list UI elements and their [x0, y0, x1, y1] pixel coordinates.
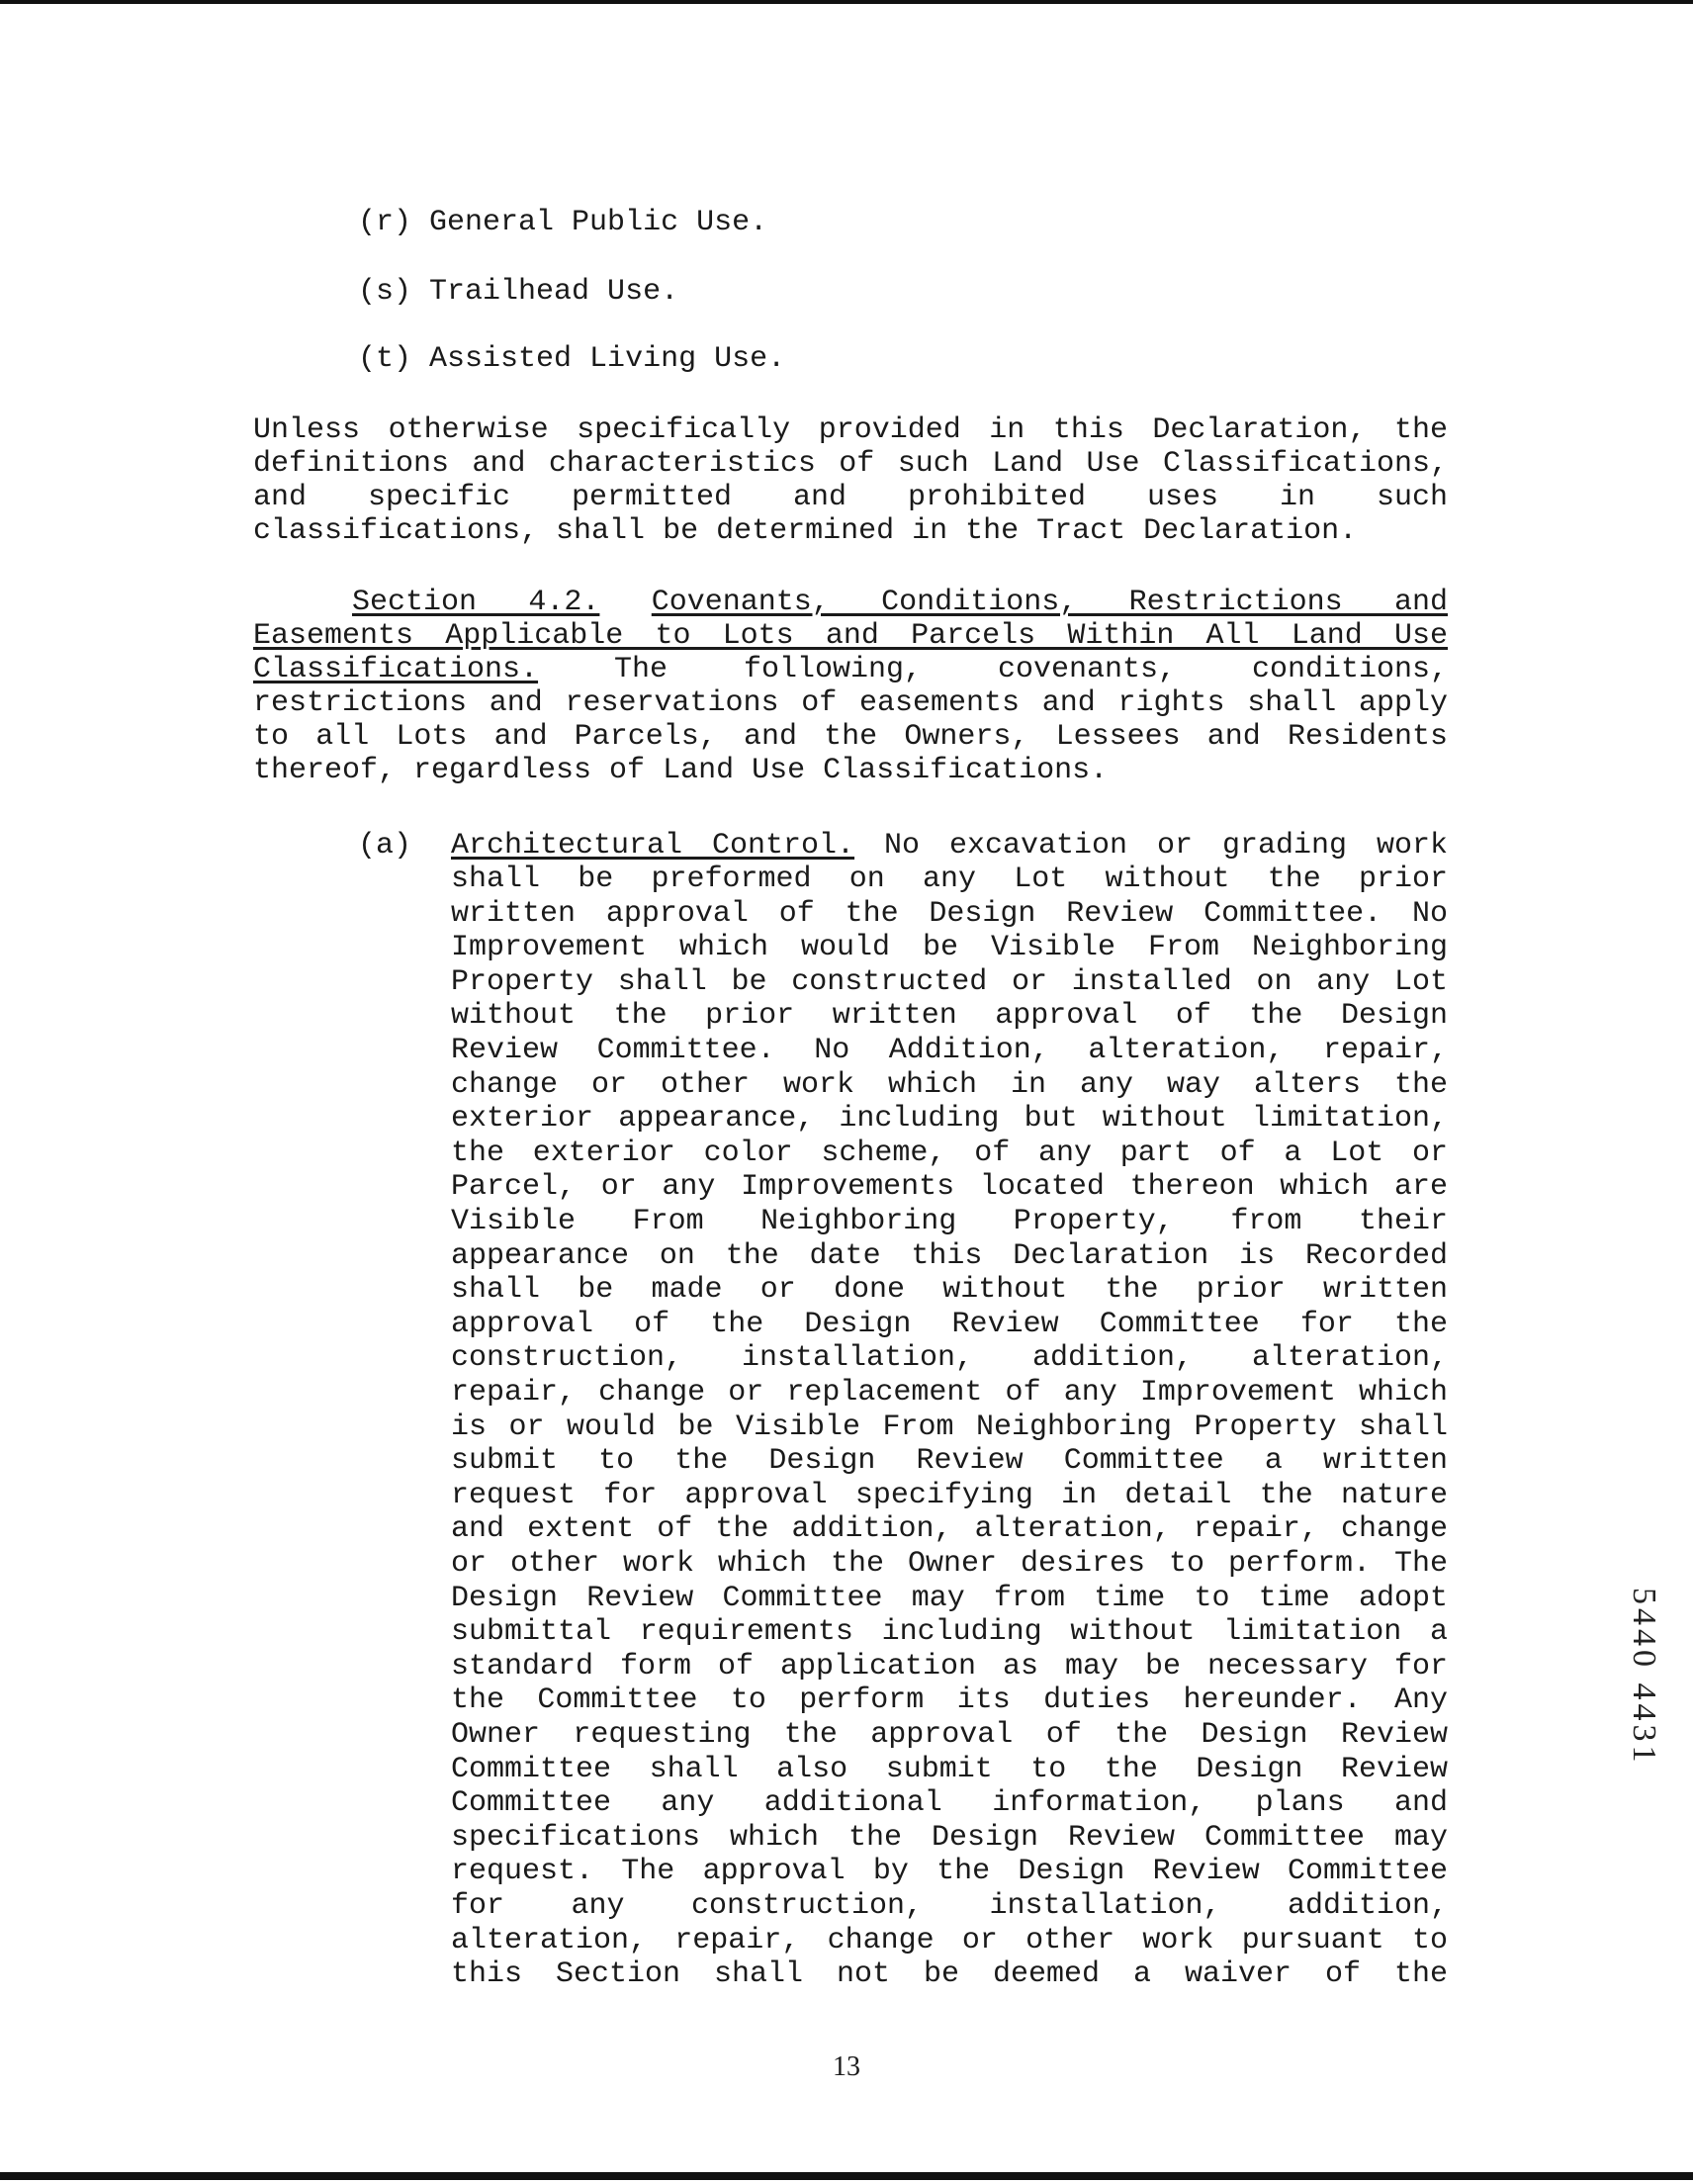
- item-a-line: Parcel, or any Improvements located thereon which are: [451, 1170, 1448, 1205]
- bottom-scan-border: [0, 2172, 1693, 2180]
- item-a-line: Committee shall also submit to the Design Review: [451, 1752, 1448, 1786]
- section-body-line: thereof, regardless of Land Use Classifications.: [253, 754, 1109, 787]
- item-a-line: this Section shall not be deemed a waiver of the: [451, 1957, 1448, 1992]
- item-a-line: specifications which the Design Review Committee may: [451, 1820, 1448, 1855]
- paragraph-line: classifications, shall be determined in the Tract Declaration.: [253, 514, 1358, 548]
- paragraph-line: definitions and characteristics of such Land Use Classifications,: [253, 447, 1448, 481]
- item-a-line: construction, installation, addition, alteration,: [451, 1341, 1448, 1376]
- section-heading-line1: Section 4.2. Covenants, Conditions, Restrictions and: [352, 586, 1448, 619]
- list-item-s: (s) Trailhead Use.: [358, 275, 679, 309]
- item-a-line: Design Review Committee may from time to time adopt: [451, 1581, 1448, 1615]
- item-a-line: submit to the Design Review Committee a written: [451, 1444, 1448, 1479]
- item-a-line: request for approval specifying in detail the nature: [451, 1478, 1448, 1512]
- item-a-line: for any construction, installation, addition,: [451, 1889, 1448, 1923]
- section-body-line: to all Lots and Parcels, and the Owners, Lessees and Residents: [253, 720, 1448, 754]
- item-a-line: and extent of the addition, alteration, repair, change: [451, 1512, 1448, 1547]
- item-a-line: the Committee to perform its duties hereunder. Any: [451, 1684, 1448, 1718]
- item-a-line: request. The approval by the Design Review Committee: [451, 1855, 1448, 1889]
- item-a-line: Property shall be constructed or installed on any Lot: [451, 964, 1448, 999]
- item-a-label: (a): [358, 829, 412, 863]
- item-a-line: written approval of the Design Review Committee. No: [451, 896, 1448, 931]
- item-a-line: standard form of application as may be necessary for: [451, 1649, 1448, 1684]
- item-a-line: appearance on the date this Declaration is Recorded: [451, 1238, 1448, 1273]
- item-a-line: shall be made or done without the prior written: [451, 1273, 1448, 1308]
- item-a-line: approval of the Design Review Committee for the: [451, 1307, 1448, 1341]
- item-a-line: the exterior color scheme, of any part of a Lot or: [451, 1136, 1448, 1170]
- item-a-line: Committee any additional information, plans and: [451, 1786, 1448, 1821]
- item-a-line: submittal requirements including without limitation a: [451, 1615, 1448, 1650]
- margin-stamp: 5440 4431: [1626, 1588, 1662, 1767]
- item-a-line: alteration, repair, change or other work pursuant to: [451, 1923, 1448, 1957]
- item-a-line: exterior appearance, including but without limitation,: [451, 1102, 1448, 1137]
- item-a-line: is or would be Visible From Neighboring Property shall: [451, 1410, 1448, 1444]
- item-a-first-line: Architectural Control. No excavation or grading work: [451, 829, 1448, 863]
- list-item-r: (r) General Public Use.: [358, 206, 768, 239]
- item-a-line: shall be preformed on any Lot without the prior: [451, 863, 1448, 896]
- section-heading-line2: Easements Applicable to Lots and Parcels Within All Land Use: [253, 619, 1448, 653]
- item-a-line: Review Committee. No Addition, alteration, repair,: [451, 1034, 1448, 1067]
- item-a-line: without the prior written approval of the Design: [451, 999, 1448, 1034]
- paragraph-line: and specific permitted and prohibited uses in such: [253, 481, 1448, 514]
- item-a-line: or other work which the Owner desires to perform. The: [451, 1547, 1448, 1581]
- item-a-line: repair, change or replacement of any Improvement which: [451, 1376, 1448, 1410]
- item-a-line: Owner requesting the approval of the Design Review: [451, 1718, 1448, 1752]
- list-item-t: (t) Assisted Living Use.: [358, 342, 786, 376]
- item-a-line: Visible From Neighboring Property, from their: [451, 1205, 1448, 1238]
- item-a-line: change or other work which in any way alters the: [451, 1067, 1448, 1102]
- top-scan-border: [0, 0, 1693, 4]
- section-body-line: restrictions and reservations of easements and rights shall apply: [253, 686, 1448, 720]
- section-heading-line3: Classifications. The following, covenants, conditions,: [253, 653, 1448, 686]
- page-number: 13: [833, 2051, 860, 2082]
- paragraph-line: Unless otherwise specifically provided in this Declaration, the: [253, 413, 1448, 447]
- item-a-line: Improvement which would be Visible From Neighboring: [451, 931, 1448, 965]
